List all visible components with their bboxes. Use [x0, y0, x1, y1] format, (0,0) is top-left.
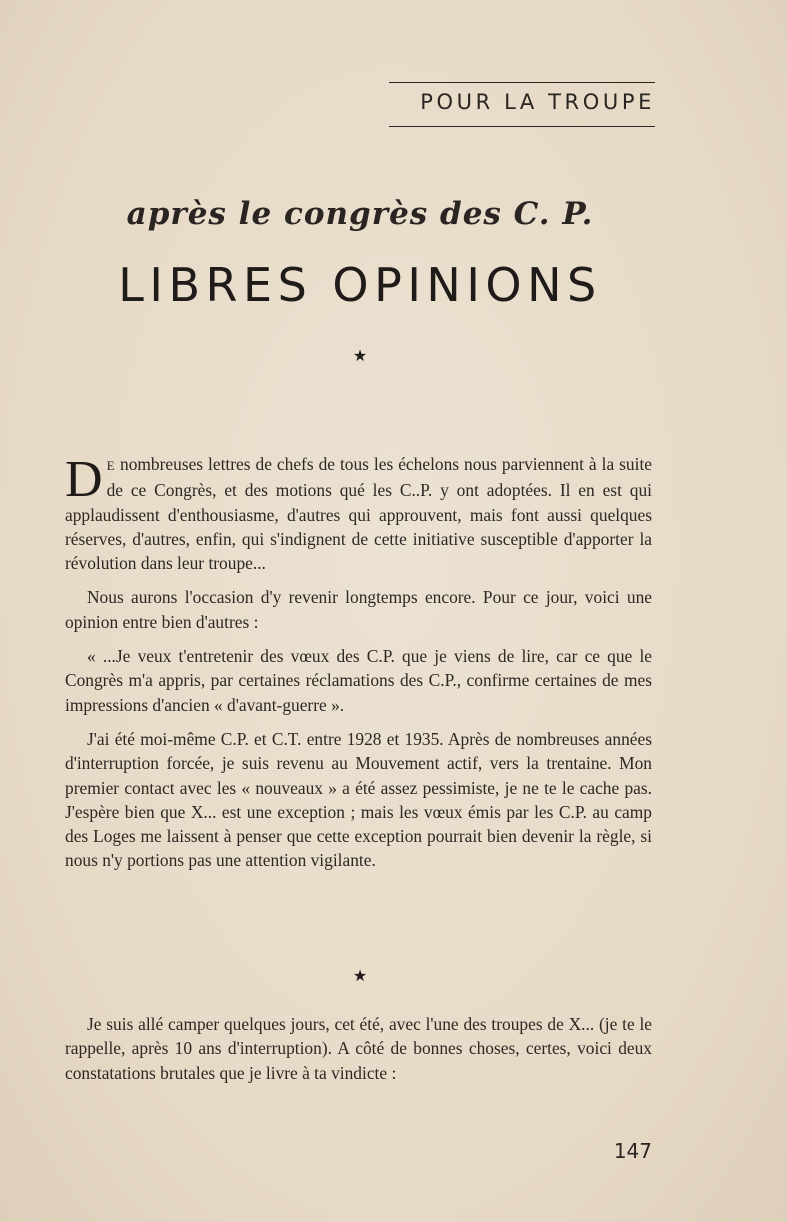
drop-cap-rest: E — [106, 458, 116, 473]
star-separator: ★ — [352, 346, 368, 365]
drop-cap: D — [65, 451, 103, 508]
paragraph-intro — [65, 452, 652, 575]
article-subtitle: après le congrès des C. P. — [126, 196, 594, 232]
article-body — [65, 452, 652, 883]
paragraph-4: J'ai été moi-même C.P. et C.T. entre 1928 et 1935. Après de nombreuses années d'interruption forcée, je suis revenu au Mouvement actif, vers la trentaine. Mon premier contact avec les « nouveaux » a été assez pessimiste, je ne te le cache pas. J'espère bien que X... est une exception ; mais les vœux émis par les C.P. au camp des Loges me laissent à penser que cette exception pourrait bien devenir la règle, si nous n'y portions pas une attention vigilante. — [65, 728, 652, 871]
paragraph-5: Je suis allé camper quelques jours, cet été, avec l'une des troupes de X... (je te le rappelle, après 10 ans d'interruption). A côté de bonnes choses, certes, voici deux constatations brutales que je livre à ta vindicte : — [65, 1014, 652, 1083]
section-heading: POUR LA TROUPE — [420, 90, 655, 114]
article-title: LIBRES OPINIONS — [118, 258, 602, 312]
header-rule-bottom — [389, 126, 655, 127]
paragraph-2: Nous aurons l'occasion d'y revenir longtemps encore. Pour ce jour, voici une opinion entre bien d'autres : — [65, 587, 652, 632]
page-number: 147 — [613, 1139, 652, 1163]
star-separator-2: ★ — [352, 966, 368, 985]
paragraph-3: « ...Je veux t'entretenir des vœux des C.P. que je viens de lire, car ce que le Congrès m'a appris, par certaines réclamations des C.P., confirme certaines de mes impressions d'ancien « d'avant-guerre ». — [65, 646, 652, 715]
article-body-continued — [65, 1012, 652, 1095]
header-rule-top — [389, 82, 655, 83]
paragraph-1-text: nombreuses lettres de chefs de tous les échelons nous parviennent à la suite de ce Congrès, et des motions qué les C..P. y ont adoptées. Il en est qui applaudissent d'enthousiasme, d'autres qui approuvent, mais font aussi quelques réserves, d'autres, enfin, qui s'indignent de cette initiative susceptible d'apporter la révolution dans leur troupe... — [65, 454, 652, 574]
